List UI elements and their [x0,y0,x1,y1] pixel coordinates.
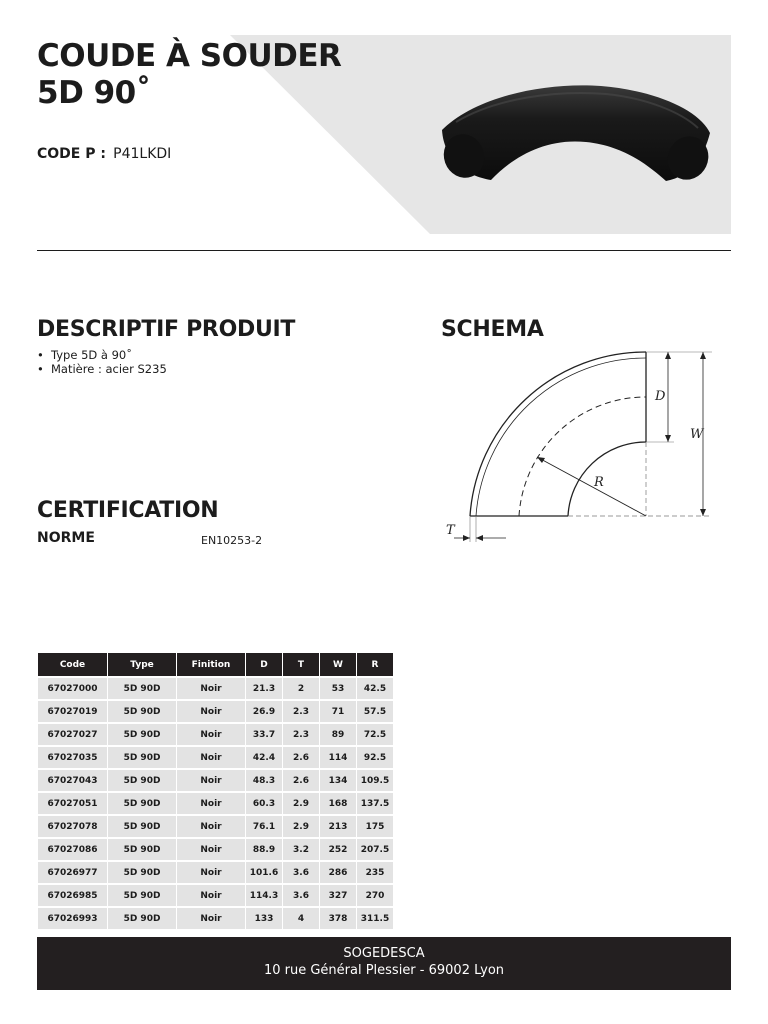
cell-t: 3.6 [283,862,319,885]
cell-code: 67026985 [38,885,107,908]
cell-d: 76.1 [246,816,282,839]
cell-type: 5D 90D [108,862,176,885]
cell-d: 88.9 [246,839,282,862]
cell-r: 270 [357,885,393,908]
cell-finition: Noir [177,862,245,885]
table-row [38,678,393,701]
cell-type: 5D 90D [108,747,176,770]
cell-w: 327 [320,885,356,908]
cell-t: 2.6 [283,770,319,793]
product-code-label: CODE P : [37,146,106,162]
cell-code: 67027078 [38,816,107,839]
cell-w: 134 [320,770,356,793]
cell-finition: Noir [177,885,245,908]
table-row [38,770,393,793]
certification-heading: CERTIFICATION [37,498,219,523]
description-list [37,348,167,376]
cell-w: 114 [320,747,356,770]
schema-label-d: D [655,389,666,404]
cell-t: 2 [283,678,319,701]
schema-label-w: W [690,427,704,442]
column-header-type: Type [108,653,176,678]
cell-type: 5D 90D [108,908,176,931]
cell-t: 4 [283,908,319,931]
description-heading: DESCRIPTIF PRODUIT [37,317,296,342]
cell-d: 133 [246,908,282,931]
cell-d: 60.3 [246,793,282,816]
column-header-d: D [246,653,282,678]
cell-finition: Noir [177,724,245,747]
cell-d: 48.3 [246,770,282,793]
cell-t: 2.3 [283,701,319,724]
table-row [38,747,393,770]
cell-d: 26.9 [246,701,282,724]
product-title-line2: 5D 90˚ [37,75,151,111]
cell-code: 67027051 [38,793,107,816]
cell-t: 3.2 [283,839,319,862]
cell-w: 378 [320,908,356,931]
cell-type: 5D 90D [108,678,176,701]
product-title-line1: COUDE À SOUDER [37,38,342,74]
cell-code: 67027086 [38,839,107,862]
table-header-row [38,653,393,678]
cell-r: 311.5 [357,908,393,931]
cell-code: 67026993 [38,908,107,931]
column-header-code: Code [38,653,107,678]
cell-r: 57.5 [357,701,393,724]
dimensions-table [37,653,394,931]
cell-type: 5D 90D [108,793,176,816]
cell-r: 92.5 [357,747,393,770]
cell-code: 67027035 [38,747,107,770]
cell-w: 286 [320,862,356,885]
cell-d: 114.3 [246,885,282,908]
table-row [38,839,393,862]
elbow-schema-diagram [440,346,712,546]
cell-type: 5D 90D [108,770,176,793]
cell-code: 67027000 [38,678,107,701]
table-row [38,793,393,816]
cell-d: 21.3 [246,678,282,701]
schema-label-t: T [446,523,455,538]
product-code-value: P41LKDI [113,146,172,162]
cell-finition: Noir [177,747,245,770]
footer-company: SOGEDESCA [343,946,425,961]
table-row [38,908,393,931]
cell-w: 89 [320,724,356,747]
cell-type: 5D 90D [108,839,176,862]
cell-code: 67027027 [38,724,107,747]
cell-finition: Noir [177,839,245,862]
cell-d: 42.4 [246,747,282,770]
norme-value: EN10253-2 [201,534,263,547]
cell-finition: Noir [177,816,245,839]
cell-w: 168 [320,793,356,816]
cell-w: 252 [320,839,356,862]
cell-r: 175 [357,816,393,839]
description-item: • Matière : acier S235 [37,362,167,376]
table-row [38,885,393,908]
table-body [38,678,393,931]
schema-label-r: R [594,475,604,490]
cell-r: 207.5 [357,839,393,862]
table-row [38,724,393,747]
product-title [37,38,341,112]
elbow-pipe-image [436,78,716,186]
cell-r: 42.5 [357,678,393,701]
cell-type: 5D 90D [108,724,176,747]
cell-type: 5D 90D [108,816,176,839]
cell-t: 3.6 [283,885,319,908]
cell-r: 109.5 [357,770,393,793]
cell-finition: Noir [177,701,245,724]
cell-finition: Noir [177,793,245,816]
cell-t: 2.9 [283,816,319,839]
column-header-r: R [357,653,393,678]
column-header-finition: Finition [177,653,245,678]
column-header-t: T [283,653,319,678]
description-item: • Type 5D à 90˚ [37,348,167,362]
cell-w: 53 [320,678,356,701]
footer [37,937,731,990]
cell-finition: Noir [177,770,245,793]
cell-code: 67027019 [38,701,107,724]
cell-type: 5D 90D [108,701,176,724]
schema-heading: SCHEMA [441,317,544,342]
footer-address: 10 rue Général Plessier - 69002 Lyon [263,963,505,978]
cell-w: 71 [320,701,356,724]
cell-t: 2.6 [283,747,319,770]
cell-t: 2.3 [283,724,319,747]
column-header-w: W [320,653,356,678]
cell-t: 2.9 [283,793,319,816]
table-row [38,701,393,724]
norme-label: NORME [37,530,95,546]
cell-code: 67026977 [38,862,107,885]
cell-r: 72.5 [357,724,393,747]
cell-r: 137.5 [357,793,393,816]
cell-d: 33.7 [246,724,282,747]
cell-type: 5D 90D [108,885,176,908]
cell-d: 101.6 [246,862,282,885]
cell-code: 67027043 [38,770,107,793]
header-divider [37,250,731,251]
table-row [38,816,393,839]
product-code [37,145,171,162]
cell-r: 235 [357,862,393,885]
cell-finition: Noir [177,908,245,931]
cell-finition: Noir [177,678,245,701]
cell-w: 213 [320,816,356,839]
table-row [38,862,393,885]
